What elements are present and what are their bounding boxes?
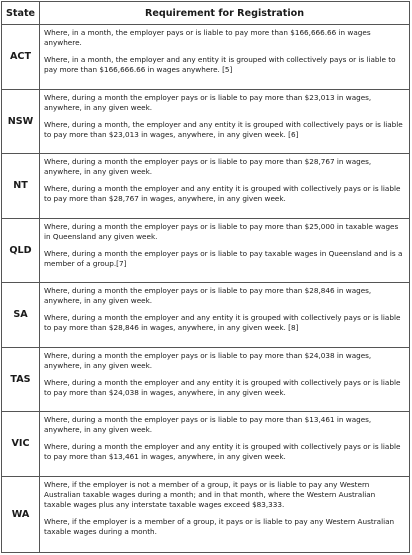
requirement-text: Where, during a month the employer pays or is liable to pay more than $28,767 in wages, anywhere, in any given week.	[44, 157, 372, 176]
requirement-cell	[40, 25, 410, 90]
requirement-text: Where, if the employer is not a member of a group, it pays or is liable to pay any Western Australian taxable wages during a month; and in that month, where the Western Australian taxable wages plus any interstate taxable wages exceed $83,333.	[44, 479, 376, 509]
state-column-header: State	[2, 2, 40, 25]
requirement-text: Where, during a month the employer pays or is liable to pay more than $24,038 in wages, anywhere, in any given week.	[44, 350, 372, 370]
requirement-text: Where, in a month, the employer pays or is liable to pay more than $166,666.66 in wages anywhere.	[44, 28, 371, 47]
state-cell: QLD	[2, 218, 40, 283]
requirement-cell	[40, 218, 410, 283]
state-cell: ACT	[2, 25, 40, 90]
requirement-text: Where, during a month the employer and any entity it is grouped with collectively pays or is liable to pay more than $28,846 in wages, anywhere, in any given week. [8]	[44, 313, 401, 332]
requirement-text: Where, during a month the employer and any entity it is grouped with collectively pays or is liable to pay more than $28,767 in wages, anywhere, in any given week.	[44, 184, 401, 203]
requirement-cell	[40, 347, 410, 412]
requirement-cell	[40, 154, 410, 219]
requirement-text: Where, during a month the employer and any entity it is grouped with collectively pays or is liable to pay more than $13,461 in wages, anywhere, in any given week.	[44, 442, 401, 461]
requirement-cell	[40, 89, 410, 154]
table-header-row	[2, 2, 410, 25]
table-row	[2, 412, 410, 477]
table-row	[2, 476, 410, 553]
requirement-text: Where, during a month the employer and any entity it is grouped with collectively pays or is liable to pay more than $24,038 in wages, anywhere, in any given week.	[44, 377, 401, 397]
table-row	[2, 25, 410, 90]
table-row	[2, 154, 410, 219]
requirement-text: Where, in a month, the employer and any entity it is grouped with collectively pays or is liable to pay more than $166,666.66 in wages anywhere. [5]	[44, 55, 396, 74]
requirement-text: Where, during a month the employer pays or is liable to pay more than $13,461 in wages, anywhere, in any given week.	[44, 415, 372, 434]
state-cell: NT	[2, 154, 40, 219]
requirement-cell	[40, 412, 410, 477]
registration-requirements-table	[1, 1, 410, 553]
requirement-text: Where, during a month the employer pays or is liable to pay taxable wages in Queensland and is a member of a group.[7]	[44, 248, 403, 268]
table-row	[2, 283, 410, 348]
state-cell: SA	[2, 283, 40, 348]
state-cell: WA	[2, 476, 40, 553]
table-row	[2, 218, 410, 283]
table-row	[2, 347, 410, 412]
state-cell: VIC	[2, 412, 40, 477]
requirement-text: Where, if the employer is a member of a group, it pays or is liable to pay any Western Australian taxable wages during a month.	[44, 516, 395, 536]
requirement-text: Where, during a month the employer pays or is liable to pay more than $28,846 in wages, anywhere, in any given week.	[44, 286, 372, 305]
requirement-cell	[40, 476, 410, 553]
requirement-text: Where, during a month the employer pays or is liable to pay more than $25,000 in taxable wages in Queensland any given week.	[44, 221, 399, 241]
table-row	[2, 89, 410, 154]
state-cell: TAS	[2, 347, 40, 412]
requirement-column-header: Requirement for Registration	[40, 2, 410, 25]
requirement-cell	[40, 283, 410, 348]
state-cell: NSW	[2, 89, 40, 154]
requirement-text: Where, during a month, the employer and any entity it is grouped with collectively pays or is liable to pay more than $23,013 in wages, anywhere, in any given week. [6]	[44, 119, 403, 139]
requirement-text: Where, during a month the employer pays or is liable to pay more than $23,013 in wages, anywhere, in any given week.	[44, 92, 372, 112]
